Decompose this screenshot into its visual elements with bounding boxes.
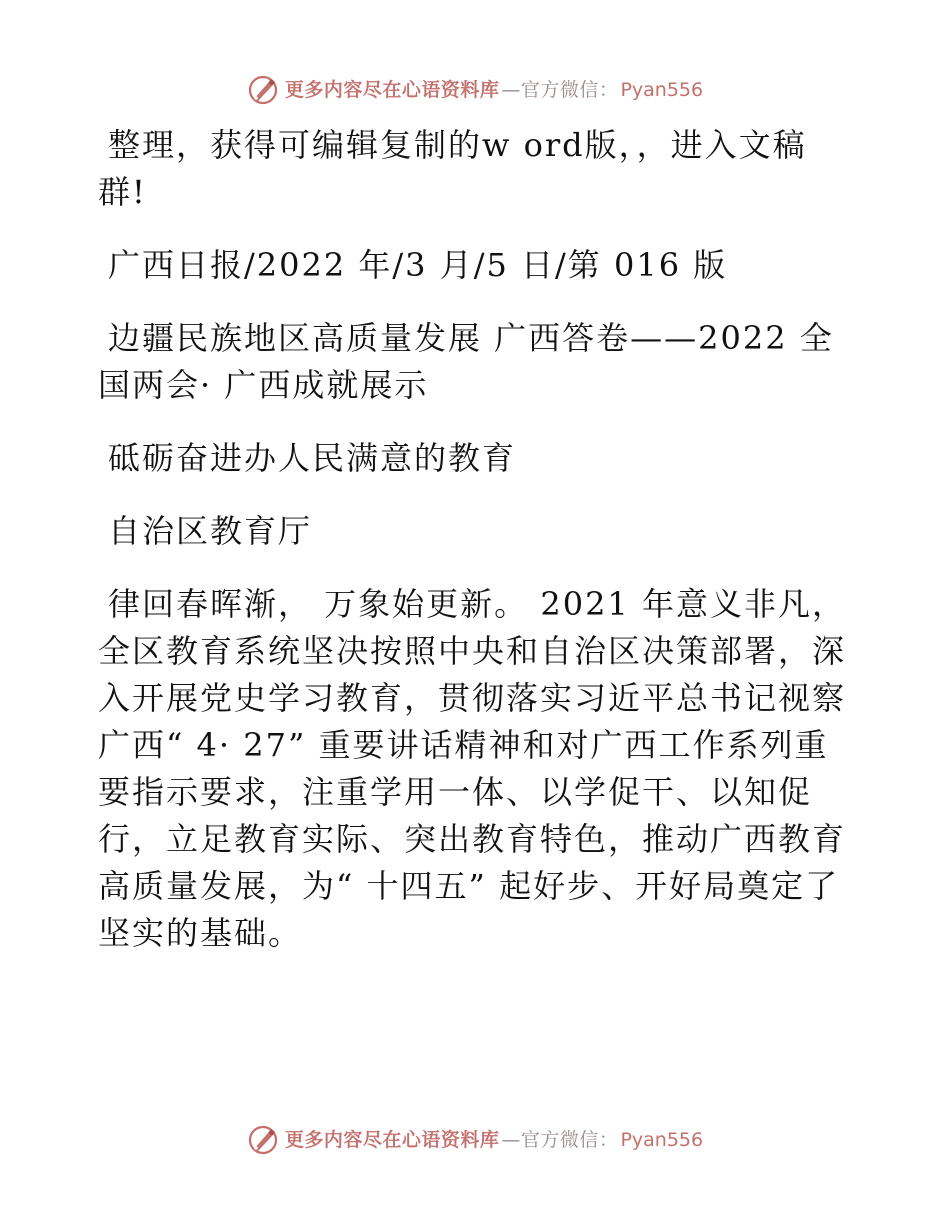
pen-quill-icon xyxy=(247,74,279,106)
article-author: 自治区教育厅 xyxy=(108,512,313,550)
header-watermark xyxy=(0,70,950,110)
watermark-site-text: 更多内容尽在心语资料库 xyxy=(284,78,500,101)
watermark-dash-text: —官方微信： xyxy=(501,78,619,101)
article-title: 砥砺奋进办人民满意的教育 xyxy=(108,439,517,477)
document-body xyxy=(98,122,853,957)
watermark-wechat-id: Pyan556 xyxy=(620,78,704,101)
intro-line: 整理，获得可编辑复制的w ord版，，进入文稿群! xyxy=(98,126,807,211)
footer-watermark xyxy=(0,1120,950,1160)
pen-quill-icon xyxy=(247,1124,279,1156)
watermark-dash-text: —官方微信： xyxy=(501,1128,619,1151)
section-heading: 边疆民族地区高质量发展 广西答卷——2022 全国两会· 广西成就展示 xyxy=(98,319,834,404)
article-paragraph: 律回春晖渐， 万象始更新。 2021 年意义非凡，全区教育系统坚决按照中央和自治区决策部署，深入开展党史学习教育，贯彻落实习近平总书记视察广西“ 4· 27” 重要讲话精神和对广西工作系列重要指示要求，注重学用一体、以学促干、以知促行，立足教育实际、突出教育特色，推动广西教育高质量发展，为“ 十四五” 起好步、开好局奠定了坚实的基础。 xyxy=(98,585,847,952)
watermark-site-text: 更多内容尽在心语资料库 xyxy=(284,1128,500,1151)
watermark-wechat-id: Pyan556 xyxy=(620,1128,704,1151)
source-line: 广西日报/2022 年/3 月/5 日/第 016 版 xyxy=(108,246,728,284)
